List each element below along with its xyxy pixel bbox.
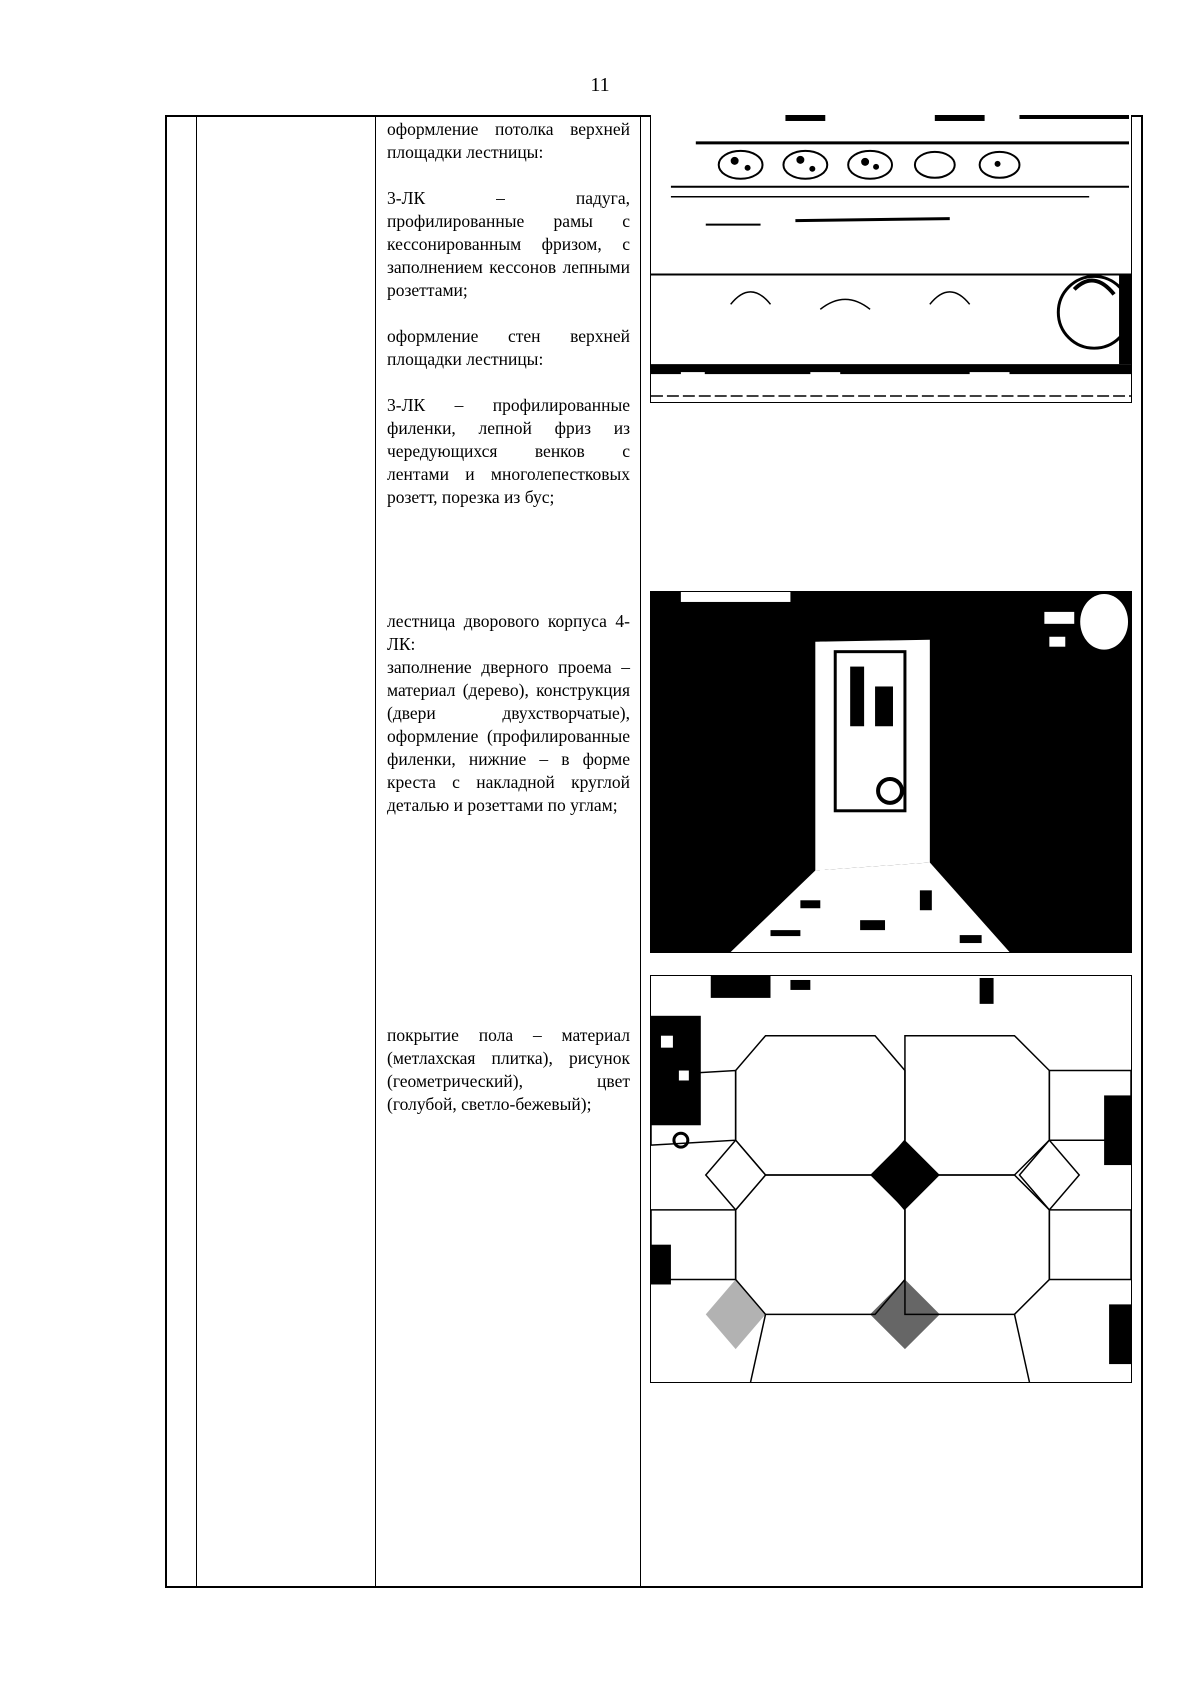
column-divider — [196, 115, 197, 1588]
description-block-floor — [387, 1024, 630, 1116]
walls-description: 3-ЛК – профилированные филенки, лепной фриз из чередующихся венков с лентами и многолепестковых розетт, порезка из бус; — [387, 395, 630, 507]
door-description: заполнение дверного проема – материал (дерево), конструкция (двери двухстворчатые), оформление (профилированные филенки, нижние – в форме креста с накладной круглой деталью и розеттами по углам; — [387, 657, 630, 815]
floor-tile-photo — [650, 975, 1132, 1383]
column-divider — [640, 115, 641, 1588]
description-block-yard-stair — [387, 610, 630, 817]
ceiling-heading: оформление потолка верхней площадки лестницы: — [387, 119, 630, 162]
walls-heading: оформление стен верхней площадки лестницы: — [387, 326, 630, 369]
yard-stair-heading: лестница дворового корпуса 4-ЛК: — [387, 611, 630, 654]
ceiling-description: 3-ЛК – падуга, профилированные рамы с кессонированным фризом, с заполнением кессонов лепными розеттами; — [387, 188, 630, 300]
doorway-photo — [650, 591, 1132, 953]
column-divider — [375, 115, 376, 1588]
page-number: 11 — [590, 74, 610, 96]
description-block-upper-landing — [387, 118, 630, 509]
ceiling-frieze-photo — [650, 115, 1132, 403]
floor-description: покрытие пола – материал (метлахская плитка), рисунок (геометрический), цвет (голубой, светло-бежевый); — [387, 1025, 630, 1114]
